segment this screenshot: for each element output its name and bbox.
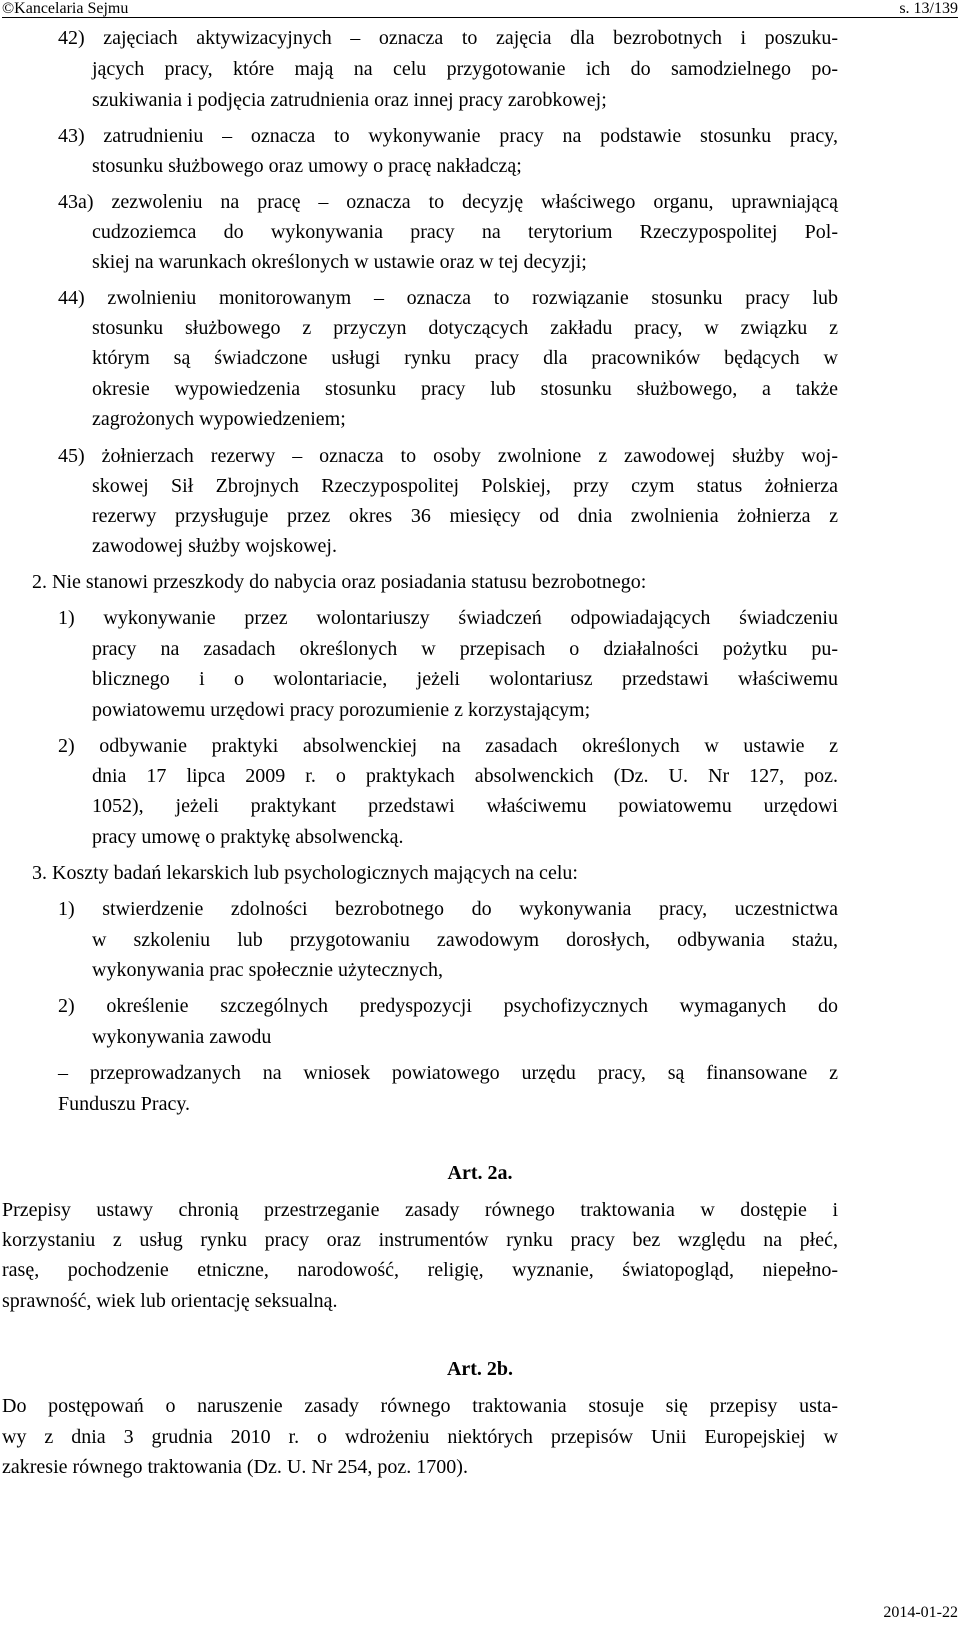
- text-line: stosunku służbowego z przyczyn dotyczących zakładu pracy, w związku z: [92, 317, 838, 339]
- footer-date: 2014-01-22: [883, 1604, 958, 1621]
- text-line: wykonywania prac społecznie użytecznych,: [92, 959, 443, 981]
- text-line: 44) zwolnieniu monitorowanym – oznacza to rozwiązanie stosunku pracy lub: [58, 287, 838, 309]
- text-line: wy z dnia 3 grudnia 2010 r. o wdrożeniu niektórych przepisów Unii Europejskiej w: [2, 1426, 838, 1448]
- text-line: w szkoleniu lub przygotowaniu zawodowym dorosłych, odbywania stażu,: [92, 929, 838, 951]
- text-line: korzystaniu z usług rynku pracy oraz instrumentów rynku pracy bez względu na płeć,: [2, 1229, 838, 1251]
- text-line: sprawność, wiek lub orientację seksualną.: [2, 1290, 338, 1312]
- text-line: 2) odbywanie praktyki absolwenckiej na zasadach określonych w ustawie z: [58, 735, 838, 757]
- text-line: blicznego i o wolontariacie, jeżeli wolontariusz przedstawi właściwemu: [92, 668, 838, 690]
- header-right: s. 13/139: [899, 0, 958, 17]
- text-line: rasę, pochodzenie etniczne, narodowość, religię, wyznanie, światopogląd, niepełno-: [2, 1259, 838, 1281]
- text-line: rezerwy przysługuje przez okres 36 miesięcy od dnia zwolnienia żołnierza z: [92, 505, 838, 527]
- text-line: Funduszu Pracy.: [58, 1093, 191, 1115]
- text-line: Przepisy ustawy chronią przestrzeganie zasady równego traktowania w dostępie i: [2, 1199, 838, 1221]
- text-line: zagrożonych wypowiedzeniem;: [92, 408, 346, 430]
- text-line: 43) zatrudnieniu – oznacza to wykonywanie pracy na podstawie stosunku pracy,: [58, 125, 838, 147]
- text-line: 45) żołnierzach rezerwy – oznacza to osoby zwolnione z zawodowej służby woj-: [58, 445, 838, 467]
- text-line: 1) wykonywanie przez wolontariuszy świadczeń odpowiadających świadczeniu: [58, 607, 838, 629]
- text-line: – przeprowadzanych na wniosek powiatowego urzędu pracy, są finansowane z: [58, 1062, 838, 1084]
- text-line: skowej Sił Zbrojnych Rzeczypospolitej Polskiej, przy czym status żołnierza: [92, 475, 838, 497]
- header-rule: [2, 17, 958, 18]
- text-line: 1) stwierdzenie zdolności bezrobotnego do wykonywania pracy, uczestnictwa: [58, 898, 838, 920]
- text-line: szukiwania i podjęcia zatrudnienia oraz innej pracy zarobkowej;: [92, 89, 607, 111]
- text-line: jących pracy, które mają na celu przygotowanie ich do samodzielnego po-: [92, 58, 838, 80]
- text-line: 43a) zezwoleniu na pracę – oznacza to decyzję właściwego organu, uprawniającą: [58, 191, 838, 213]
- text-line: 42) zajęciach aktywizacyjnych – oznacza to zajęcia dla bezrobotnych i poszuku-: [58, 27, 838, 49]
- article-heading: Art. 2b.: [446, 1358, 514, 1380]
- header-left: ©Kancelaria Sejmu: [2, 0, 129, 17]
- text-line: którym są świadczone usługi rynku pracy dla pracowników będących w: [92, 347, 838, 369]
- text-line: 3. Koszty badań lekarskich lub psychologicznych mających na celu:: [32, 862, 578, 884]
- text-line: stosunku służbowego oraz umowy o pracę nakładczą;: [92, 155, 522, 177]
- text-line: 2) określenie szczególnych predyspozycji psychofizycznych wymaganych do: [58, 995, 838, 1017]
- text-line: pracy na zasadach określonych w przepisach o działalności pożytku pu-: [92, 638, 838, 660]
- text-line: dnia 17 lipca 2009 r. o praktykach absolwenckich (Dz. U. Nr 127, poz.: [92, 765, 838, 787]
- article-heading: Art. 2a.: [447, 1162, 513, 1184]
- text-line: powiatowemu urzędowi pracy porozumienie z korzystającym;: [92, 699, 591, 721]
- text-line: wykonywania zawodu: [92, 1026, 272, 1048]
- text-line: skiej na warunkach określonych w ustawie oraz w tej decyzji;: [92, 251, 587, 273]
- text-line: zakresie równego traktowania (Dz. U. Nr 254, poz. 1700).: [2, 1456, 468, 1478]
- text-line: cudzoziemca do wykonywania pracy na terytorium Rzeczypospolitej Pol-: [92, 221, 838, 243]
- text-line: 1052), jeżeli praktykant przedstawi właściwemu powiatowemu urzędowi: [92, 795, 838, 817]
- text-line: Do postępowań o naruszenie zasady równego traktowania stosuje się przepisy usta-: [2, 1395, 838, 1417]
- text-line: 2. Nie stanowi przeszkody do nabycia oraz posiadania statusu bezrobotnego:: [32, 571, 647, 593]
- text-line: okresie wypowiedzenia stosunku pracy lub stosunku służbowego, a także: [92, 378, 838, 400]
- text-line: pracy umowę o praktykę absolwencką.: [92, 826, 404, 848]
- text-line: zawodowej służby wojskowej.: [92, 535, 337, 557]
